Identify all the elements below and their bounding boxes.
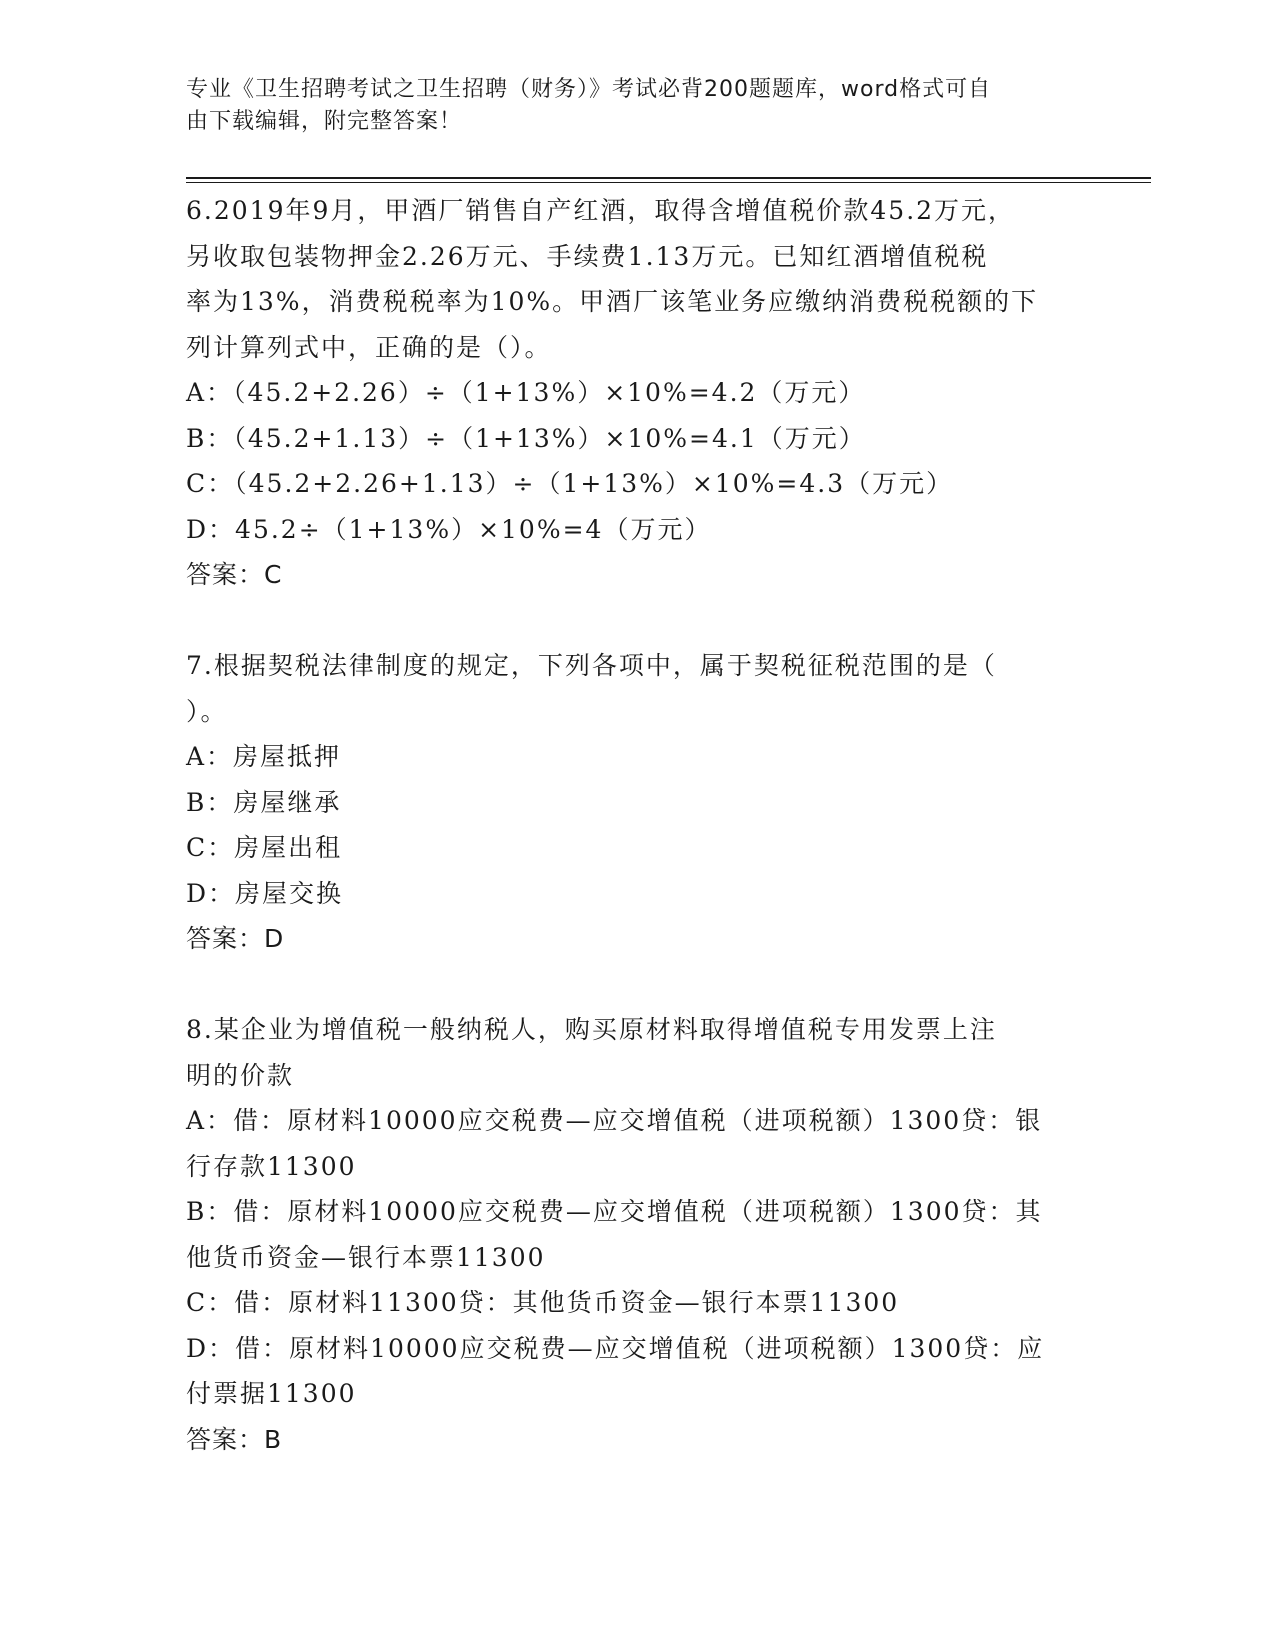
question-option-line: A：（45.2+2.26）÷（1+13%）×10%=4.2（万元） bbox=[186, 378, 866, 407]
question-option-line: A：房屋抵押 bbox=[186, 742, 342, 771]
question-option-line: B：房屋继承 bbox=[186, 787, 342, 817]
question-stem-line: ）。 bbox=[186, 696, 228, 726]
question-option-line: D：45.2÷（1+13%）×10%=4（万元） bbox=[186, 514, 712, 544]
question-block bbox=[186, 1007, 1086, 1462]
answer-line: 答案：B bbox=[186, 1424, 283, 1454]
question-option-line: 行存款11300 bbox=[186, 1151, 357, 1181]
question-option-line: 他货币资金—银行本票11300 bbox=[186, 1242, 546, 1272]
header-line-1: 专业《卫生招聘考试之卫生招聘（财务）》考试必背200题题库，word格式可自 bbox=[186, 77, 992, 102]
question-stem-line: 另收取包装物押金2.26万元、手续费1.13万元。已知红酒增值税税 bbox=[186, 241, 989, 271]
header-divider-thick bbox=[186, 177, 1151, 179]
question-option-line: C：借：原材料11300贷：其他货币资金—银行本票11300 bbox=[186, 1288, 900, 1317]
question-stem-line: 7.根据契税法律制度的规定，下列各项中，属于契税征税范围的是（ bbox=[186, 651, 997, 680]
question-option-line: D：借：原材料10000应交税费—应交增值税（进项税额）1300贷：应 bbox=[186, 1333, 1045, 1363]
question-option-line: C：房屋出租 bbox=[186, 833, 343, 862]
question-option-line: A：借：原材料10000应交税费—应交增值税（进项税额）1300贷：银 bbox=[186, 1106, 1043, 1135]
question-option-line: D：房屋交换 bbox=[186, 878, 344, 908]
question-spacer bbox=[186, 598, 1086, 644]
question-option-line: B：（45.2+1.13）÷（1+13%）×10%=4.1（万元） bbox=[186, 423, 866, 453]
questions-list bbox=[186, 188, 1086, 1462]
question-block bbox=[186, 643, 1086, 962]
answer-line: 答案：C bbox=[186, 560, 283, 589]
question-option-line: 付票据11300 bbox=[186, 1379, 357, 1408]
question-option-line: C：（45.2+2.26+1.13）÷（1+13%）×10%=4.3（万元） bbox=[186, 469, 954, 498]
question-stem-line: 8.某企业为增值税一般纳税人，购买原材料取得增值税专用发票上注 bbox=[186, 1015, 997, 1044]
question-stem-line: 列计算列式中，正确的是（）。 bbox=[186, 332, 552, 362]
header-divider-thin bbox=[186, 182, 1151, 183]
question-spacer bbox=[186, 962, 1086, 1008]
question-stem-line: 明的价款 bbox=[186, 1060, 295, 1090]
answer-line: 答案：D bbox=[186, 924, 285, 953]
header-line-2: 由下载编辑，附完整答案！ bbox=[186, 109, 463, 134]
document-header bbox=[186, 74, 1056, 138]
question-stem-line: 6.2019年9月，甲酒厂销售自产红酒，取得含增值税价款45.2万元， bbox=[186, 196, 1016, 225]
question-stem-line: 率为13%，消费税税率为10%。甲酒厂该笔业务应缴纳消费税税额的下 bbox=[186, 287, 1039, 316]
question-block bbox=[186, 188, 1086, 598]
question-option-line: B：借：原材料10000应交税费—应交增值税（进项税额）1300贷：其 bbox=[186, 1197, 1043, 1226]
